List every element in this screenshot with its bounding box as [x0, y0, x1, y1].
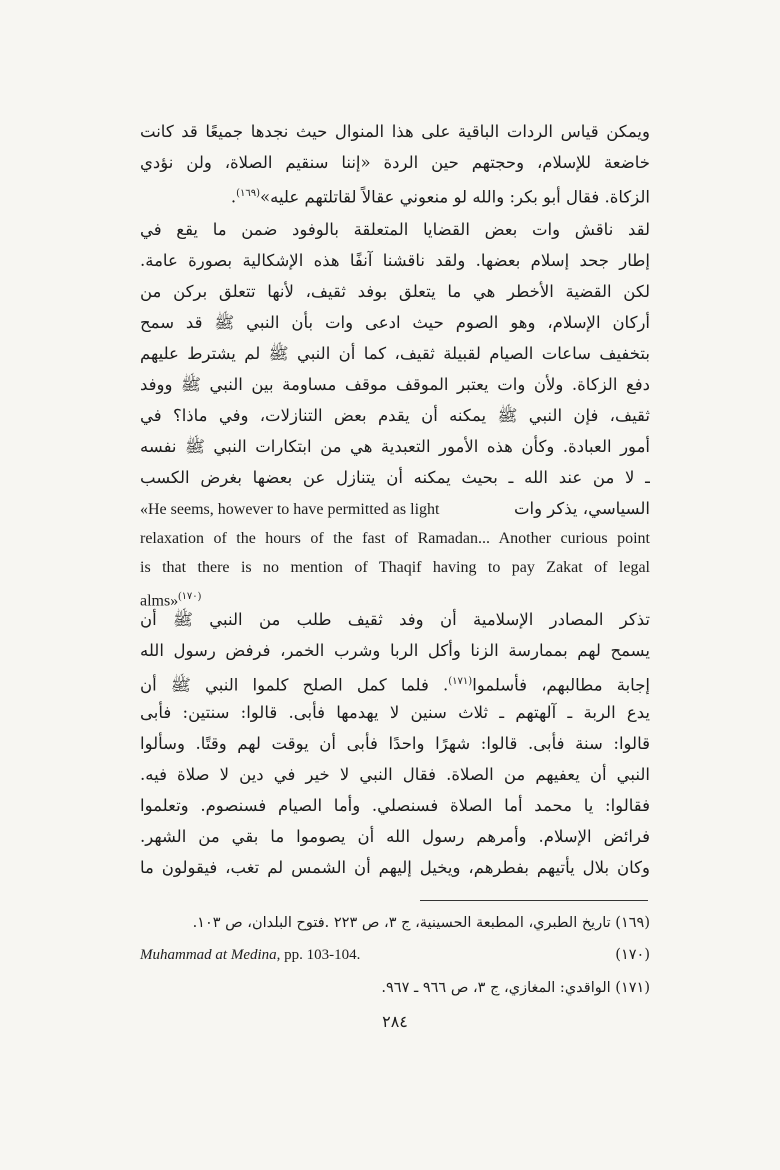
text-line: فقالوا: يا محمد أما الصلاة فسنصلي. وأما الصيام فسنصوم. وتعلموا — [140, 796, 650, 815]
footnote-ref-171: (١٧١) — [448, 676, 473, 687]
footnote-170-title: Muhammad at Medina — [140, 947, 277, 963]
arabic-text: السياسي، يذكر وات — [513, 499, 650, 518]
text-line-content: . فلما كمل الصلح كلموا النبي ﷺ أن — [140, 675, 449, 695]
paragraph-3 — [140, 604, 650, 883]
english-quote-line: is that there is no mention of Thaqif having to pay Zakat of legal — [140, 559, 650, 576]
text-line: فرائض الإسلام. وأمرهم رسول الله أن يصوموا ما بقي من الشهر. — [140, 827, 650, 846]
english-quote-end: alms» — [140, 592, 179, 610]
text-line — [140, 178, 650, 209]
text-line: قالوا: سنة فأبى. قالوا: شهرًا واحدًا فأبى أن يوقت لهم وقتًا. وسألوا — [140, 734, 650, 753]
text-line: لقد ناقش وات بعض القضايا المتعلقة بالوفود ضمن ما يقع في — [140, 220, 650, 239]
text-line: دفع الزكاة. ولأن وات يعتبر الموقف موقف مساومة بين النبي ﷺ ووفد — [140, 375, 650, 394]
footnote-169: (١٦٩) تاريخ الطبري، المطبعة الحسينية، ج ٣، ص ٢٢٣ .فتوح البلدان، ص ١٠٣. — [192, 915, 650, 931]
paragraph-1 — [140, 116, 650, 209]
english-quote-line: relaxation of the hours of the fast of Ramadan... Another curious point — [140, 530, 650, 547]
text-line: خاضعة للإسلام، وحجتهم حين الردة «إننا سنقيم الصلاة، ولن نؤدي — [140, 153, 650, 172]
mixed-language-line — [140, 493, 650, 524]
footnote-170-citation — [140, 942, 360, 968]
footnote-ref-170: (١٧٠) — [178, 591, 202, 602]
footnote-171: (١٧١) الواقدي: المغازي، ج ٣، ص ٩٦٦ ـ ٩٦٧. — [381, 980, 650, 996]
paragraph-2 — [140, 214, 650, 611]
text-line-content: إجابة مطالبهم، فأسلموا — [472, 675, 650, 695]
footnote-170-number: (١٧٠) — [615, 947, 650, 963]
text-line: ـ لا من عند الله ـ بحيث يمكنه أن يتنازل عن بعضها بغرض الكسب — [140, 468, 650, 487]
page-number: ٢٨٤ — [382, 1012, 408, 1031]
text-line: بتخفيف ساعات الصيام لقبيلة ثقيف، كما أن النبي ﷺ لم يشترط عليهم — [140, 344, 650, 363]
text-line: أمور العبادة. وكأن هذه الأمور التعبدية هي من ابتكارات النبي ﷺ نفسه — [140, 437, 650, 456]
text-line: ثقيف، فإن النبي ﷺ يمكنه أن يقدم بعض التنازلات، وفي ماذا؟ في — [140, 406, 650, 425]
footnote-ref-169: (١٦٩) — [236, 188, 261, 199]
text-line: لكن القضية الأخطر هي ما يتعلق بوفد ثقيف، لأنها تتعلق بركن من — [140, 282, 650, 301]
text-line: يسمح لهم بممارسة الزنا وأكل الربا وشرب الخمر، فرفض رسول الله — [140, 641, 650, 660]
footnote-170 — [140, 942, 650, 968]
text-line: يدع الربة ـ آلهتهم ـ ثلاث سنين لا يهدمها فأبى. قالوا: سنتين: فأبى — [140, 703, 650, 722]
text-line-content: الزكاة. فقال أبو بكر: والله لو منعوني عقالاً لقاتلتهم عليه» — [260, 187, 650, 207]
text-line: وكان بلال يأتيهم بفطرهم، ويخيل إليهم أن الشمس لم تغب، فيقولون ما — [140, 858, 650, 877]
text-line: أركان الإسلام، وهو الصوم حيث ادعى وات بأن النبي ﷺ قد سمح — [140, 313, 650, 332]
text-line: إطار جحد إسلام بعضها. ولقد ناقشنا آنفًا هذه الإشكالية بصورة عامة. — [140, 251, 650, 270]
sentence-end: . — [230, 187, 237, 207]
footnote-170-pages: , pp. 103-104. — [276, 947, 361, 963]
footnote-divider — [420, 900, 648, 901]
text-line: تذكر المصادر الإسلامية أن وفد ثقيف طلب من النبي ﷺ أن — [140, 610, 650, 629]
text-line — [140, 666, 650, 697]
english-quote-start: «He seems, however to have permitted as light — [140, 501, 440, 518]
text-line: النبي أن يعفيهم من الصلاة. فقال النبي لا خير في دين لا صلاة فيه. — [140, 765, 650, 784]
text-line: ويمكن قياس الردات الباقية على هذا المنوال حيث نجدها جميعًا قد كانت — [140, 122, 650, 141]
